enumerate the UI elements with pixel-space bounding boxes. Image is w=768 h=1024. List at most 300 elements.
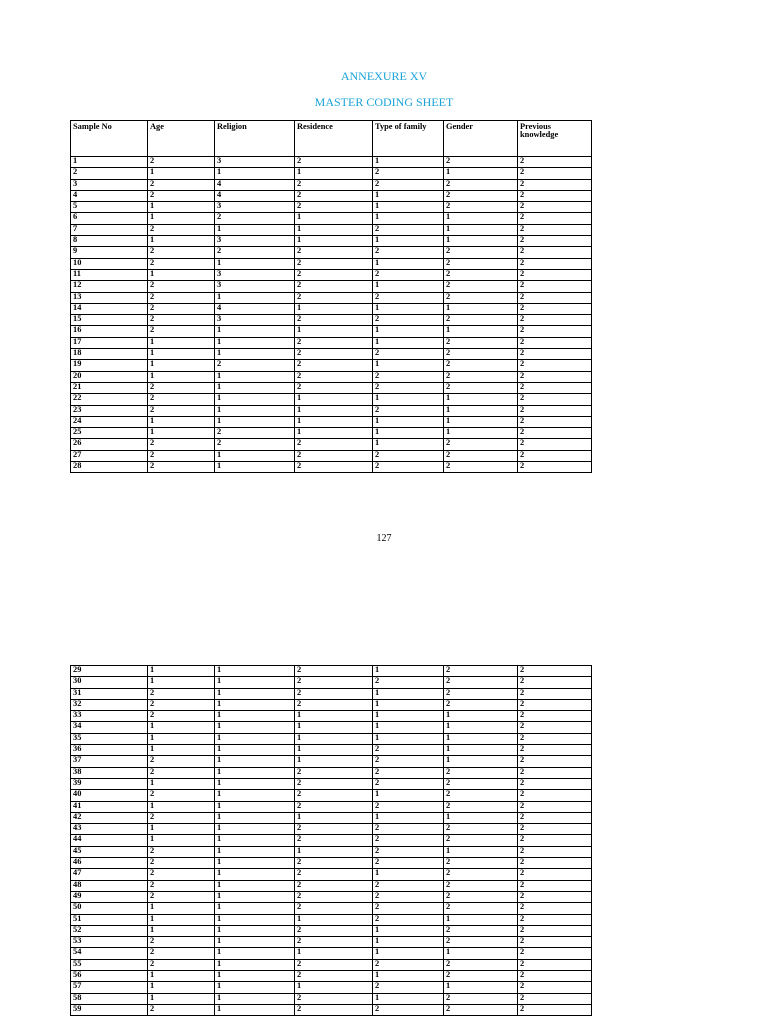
- cell-gender: 1: [444, 394, 518, 405]
- cell-religion: 1: [215, 778, 295, 789]
- cell-age: 2: [148, 179, 215, 190]
- cell-sample-no: 28: [71, 462, 148, 473]
- cell-sample-no: 52: [71, 925, 148, 936]
- cell-religion: 1: [215, 869, 295, 880]
- cell-residence: 2: [295, 258, 373, 269]
- cell-residence: 1: [295, 416, 373, 427]
- cell-residence: 2: [295, 157, 373, 168]
- cell-type-of-family: 1: [373, 971, 444, 982]
- table-row: [71, 236, 592, 247]
- cell-previous-knowledge: 2: [518, 382, 592, 393]
- table-row: [71, 756, 592, 767]
- cell-previous-knowledge: 2: [518, 880, 592, 891]
- table-row: [71, 1004, 592, 1015]
- table-row: [71, 157, 592, 168]
- cell-sample-no: 14: [71, 303, 148, 314]
- cell-age: 1: [148, 416, 215, 427]
- cell-previous-knowledge: 2: [518, 869, 592, 880]
- cell-sample-no: 51: [71, 914, 148, 925]
- cell-residence: 2: [295, 835, 373, 846]
- table-row: [71, 462, 592, 473]
- cell-gender: 2: [444, 677, 518, 688]
- cell-religion: 2: [215, 247, 295, 258]
- cell-previous-knowledge: 2: [518, 846, 592, 857]
- cell-sample-no: 55: [71, 959, 148, 970]
- table-row: [71, 382, 592, 393]
- cell-sample-no: 11: [71, 269, 148, 280]
- cell-residence: 2: [295, 937, 373, 948]
- cell-previous-knowledge: 2: [518, 925, 592, 936]
- cell-residence: 1: [295, 733, 373, 744]
- cell-previous-knowledge: 2: [518, 337, 592, 348]
- cell-previous-knowledge: 2: [518, 405, 592, 416]
- cell-type-of-family: 2: [373, 405, 444, 416]
- cell-type-of-family: 1: [373, 190, 444, 201]
- cell-residence: 2: [295, 292, 373, 303]
- cell-age: 2: [148, 869, 215, 880]
- table-row: [71, 711, 592, 722]
- cell-gender: 1: [444, 722, 518, 733]
- cell-religion: 1: [215, 948, 295, 959]
- cell-previous-knowledge: 2: [518, 462, 592, 473]
- cell-type-of-family: 1: [373, 812, 444, 823]
- table-body-part-1: [71, 157, 592, 473]
- cell-age: 1: [148, 677, 215, 688]
- cell-age: 2: [148, 767, 215, 778]
- cell-sample-no: 21: [71, 382, 148, 393]
- cell-residence: 2: [295, 858, 373, 869]
- cell-previous-knowledge: 2: [518, 937, 592, 948]
- cell-type-of-family: 2: [373, 269, 444, 280]
- cell-type-of-family: 1: [373, 711, 444, 722]
- cell-previous-knowledge: 2: [518, 450, 592, 461]
- header-type-of-family: Type of family: [373, 121, 444, 157]
- cell-type-of-family: 1: [373, 869, 444, 880]
- cell-residence: 1: [295, 405, 373, 416]
- table-row: [71, 394, 592, 405]
- cell-gender: 1: [444, 756, 518, 767]
- cell-type-of-family: 1: [373, 213, 444, 224]
- table-row: [71, 880, 592, 891]
- cell-religion: 1: [215, 292, 295, 303]
- cell-gender: 2: [444, 281, 518, 292]
- cell-gender: 2: [444, 190, 518, 201]
- cell-type-of-family: 2: [373, 959, 444, 970]
- cell-previous-knowledge: 2: [518, 666, 592, 677]
- cell-sample-no: 40: [71, 790, 148, 801]
- cell-sample-no: 47: [71, 869, 148, 880]
- cell-sample-no: 7: [71, 224, 148, 235]
- cell-gender: 2: [444, 778, 518, 789]
- cell-previous-knowledge: 2: [518, 914, 592, 925]
- cell-sample-no: 5: [71, 202, 148, 213]
- table-row: [71, 371, 592, 382]
- table-row: [71, 688, 592, 699]
- cell-sample-no: 48: [71, 880, 148, 891]
- cell-religion: 1: [215, 971, 295, 982]
- table-row: [71, 948, 592, 959]
- cell-religion: 1: [215, 405, 295, 416]
- cell-previous-knowledge: 2: [518, 959, 592, 970]
- cell-residence: 1: [295, 303, 373, 314]
- cell-age: 1: [148, 269, 215, 280]
- cell-age: 1: [148, 349, 215, 360]
- cell-religion: 1: [215, 450, 295, 461]
- cell-sample-no: 36: [71, 745, 148, 756]
- cell-gender: 2: [444, 157, 518, 168]
- table-row: [71, 315, 592, 326]
- cell-gender: 2: [444, 993, 518, 1004]
- cell-type-of-family: 1: [373, 993, 444, 1004]
- header-age: Age: [148, 121, 215, 157]
- cell-residence: 1: [295, 722, 373, 733]
- cell-previous-knowledge: 2: [518, 281, 592, 292]
- cell-type-of-family: 1: [373, 258, 444, 269]
- cell-previous-knowledge: 2: [518, 269, 592, 280]
- table-row: [71, 733, 592, 744]
- cell-residence: 2: [295, 666, 373, 677]
- cell-sample-no: 49: [71, 891, 148, 902]
- cell-type-of-family: 1: [373, 925, 444, 936]
- cell-type-of-family: 2: [373, 903, 444, 914]
- cell-age: 1: [148, 236, 215, 247]
- cell-type-of-family: 2: [373, 1004, 444, 1015]
- cell-previous-knowledge: 2: [518, 1004, 592, 1015]
- sheet-title: MASTER CODING SHEET: [314, 95, 454, 109]
- cell-age: 1: [148, 733, 215, 744]
- cell-residence: 2: [295, 462, 373, 473]
- cell-religion: 1: [215, 722, 295, 733]
- cell-previous-knowledge: 2: [518, 394, 592, 405]
- cell-age: 2: [148, 157, 215, 168]
- page-number: 127: [376, 533, 392, 544]
- cell-sample-no: 29: [71, 666, 148, 677]
- table-row: [71, 247, 592, 258]
- cell-religion: 1: [215, 258, 295, 269]
- cell-sample-no: 42: [71, 812, 148, 823]
- cell-previous-knowledge: 2: [518, 722, 592, 733]
- cell-religion: 1: [215, 168, 295, 179]
- cell-sample-no: 13: [71, 292, 148, 303]
- cell-sample-no: 37: [71, 756, 148, 767]
- cell-residence: 2: [295, 869, 373, 880]
- cell-type-of-family: 2: [373, 846, 444, 857]
- cell-previous-knowledge: 2: [518, 371, 592, 382]
- cell-religion: 1: [215, 416, 295, 427]
- cell-religion: 2: [215, 213, 295, 224]
- cell-gender: 2: [444, 1004, 518, 1015]
- cell-gender: 2: [444, 959, 518, 970]
- cell-sample-no: 38: [71, 767, 148, 778]
- table-row: [71, 914, 592, 925]
- table-row: [71, 812, 592, 823]
- table-row: [71, 925, 592, 936]
- cell-previous-knowledge: 2: [518, 349, 592, 360]
- cell-residence: 2: [295, 439, 373, 450]
- table-row: [71, 303, 592, 314]
- cell-gender: 2: [444, 315, 518, 326]
- table-row: [71, 168, 592, 179]
- cell-religion: 4: [215, 179, 295, 190]
- cell-age: 1: [148, 666, 215, 677]
- cell-type-of-family: 2: [373, 450, 444, 461]
- header-residence: Residence: [295, 121, 373, 157]
- cell-age: 2: [148, 812, 215, 823]
- cell-residence: 1: [295, 948, 373, 959]
- cell-age: 1: [148, 337, 215, 348]
- cell-age: 2: [148, 224, 215, 235]
- cell-gender: 1: [444, 846, 518, 857]
- table-row: [71, 269, 592, 280]
- cell-previous-knowledge: 2: [518, 416, 592, 427]
- cell-previous-knowledge: 2: [518, 948, 592, 959]
- cell-type-of-family: 2: [373, 371, 444, 382]
- cell-age: 2: [148, 937, 215, 948]
- cell-sample-no: 26: [71, 439, 148, 450]
- cell-sample-no: 31: [71, 688, 148, 699]
- cell-residence: 2: [295, 281, 373, 292]
- cell-gender: 1: [444, 213, 518, 224]
- cell-previous-knowledge: 2: [518, 767, 592, 778]
- cell-residence: 2: [295, 190, 373, 201]
- cell-age: 2: [148, 948, 215, 959]
- table-row: [71, 416, 592, 427]
- cell-gender: 2: [444, 903, 518, 914]
- header-gender: Gender: [444, 121, 518, 157]
- cell-type-of-family: 1: [373, 236, 444, 247]
- cell-type-of-family: 1: [373, 416, 444, 427]
- cell-religion: 1: [215, 937, 295, 948]
- cell-type-of-family: 2: [373, 349, 444, 360]
- cell-age: 1: [148, 971, 215, 982]
- cell-residence: 1: [295, 428, 373, 439]
- cell-type-of-family: 2: [373, 835, 444, 846]
- table-row: [71, 846, 592, 857]
- table-body-part-2: [71, 666, 592, 1016]
- table-header-row: [71, 121, 592, 157]
- table-row: [71, 450, 592, 461]
- cell-type-of-family: 1: [373, 394, 444, 405]
- cell-residence: 1: [295, 982, 373, 993]
- cell-previous-knowledge: 2: [518, 315, 592, 326]
- cell-sample-no: 9: [71, 247, 148, 258]
- table-row: [71, 666, 592, 677]
- cell-age: 2: [148, 891, 215, 902]
- cell-previous-knowledge: 2: [518, 303, 592, 314]
- cell-gender: 2: [444, 292, 518, 303]
- cell-sample-no: 17: [71, 337, 148, 348]
- cell-gender: 2: [444, 360, 518, 371]
- cell-religion: 3: [215, 281, 295, 292]
- cell-gender: 1: [444, 428, 518, 439]
- cell-residence: 1: [295, 914, 373, 925]
- cell-sample-no: 12: [71, 281, 148, 292]
- cell-residence: 1: [295, 213, 373, 224]
- cell-type-of-family: 2: [373, 982, 444, 993]
- cell-gender: 2: [444, 258, 518, 269]
- cell-type-of-family: 2: [373, 801, 444, 812]
- cell-residence: 1: [295, 846, 373, 857]
- cell-gender: 2: [444, 891, 518, 902]
- cell-sample-no: 54: [71, 948, 148, 959]
- cell-residence: 2: [295, 824, 373, 835]
- cell-age: 1: [148, 993, 215, 1004]
- table-row: [71, 360, 592, 371]
- cell-religion: 1: [215, 745, 295, 756]
- cell-sample-no: 50: [71, 903, 148, 914]
- cell-residence: 2: [295, 371, 373, 382]
- cell-gender: 2: [444, 666, 518, 677]
- cell-residence: 2: [295, 315, 373, 326]
- cell-sample-no: 10: [71, 258, 148, 269]
- table-row: [71, 337, 592, 348]
- cell-age: 2: [148, 858, 215, 869]
- cell-previous-knowledge: 2: [518, 247, 592, 258]
- cell-gender: 2: [444, 247, 518, 258]
- cell-sample-no: 25: [71, 428, 148, 439]
- cell-religion: 2: [215, 360, 295, 371]
- cell-religion: 1: [215, 824, 295, 835]
- cell-sample-no: 2: [71, 168, 148, 179]
- cell-residence: 2: [295, 1004, 373, 1015]
- cell-gender: 1: [444, 236, 518, 247]
- table-row: [71, 835, 592, 846]
- cell-residence: 1: [295, 168, 373, 179]
- cell-age: 2: [148, 281, 215, 292]
- cell-type-of-family: 1: [373, 360, 444, 371]
- cell-residence: 2: [295, 179, 373, 190]
- cell-religion: 2: [215, 428, 295, 439]
- cell-previous-knowledge: 2: [518, 835, 592, 846]
- cell-previous-knowledge: 2: [518, 812, 592, 823]
- cell-gender: 1: [444, 733, 518, 744]
- cell-residence: 2: [295, 778, 373, 789]
- cell-gender: 2: [444, 971, 518, 982]
- table-row: [71, 971, 592, 982]
- table-row: [71, 190, 592, 201]
- cell-residence: 2: [295, 959, 373, 970]
- cell-religion: 1: [215, 880, 295, 891]
- cell-residence: 1: [295, 224, 373, 235]
- cell-type-of-family: 2: [373, 824, 444, 835]
- cell-age: 1: [148, 801, 215, 812]
- cell-religion: 1: [215, 688, 295, 699]
- cell-type-of-family: 1: [373, 790, 444, 801]
- cell-age: 2: [148, 711, 215, 722]
- table-row: [71, 677, 592, 688]
- cell-sample-no: 46: [71, 858, 148, 869]
- annexure-title: ANNEXURE XV: [340, 69, 428, 83]
- cell-previous-knowledge: 2: [518, 982, 592, 993]
- cell-residence: 2: [295, 880, 373, 891]
- cell-age: 1: [148, 903, 215, 914]
- cell-previous-knowledge: 2: [518, 236, 592, 247]
- cell-type-of-family: 1: [373, 699, 444, 710]
- cell-religion: 1: [215, 903, 295, 914]
- cell-sample-no: 4: [71, 190, 148, 201]
- cell-previous-knowledge: 2: [518, 711, 592, 722]
- cell-religion: 1: [215, 699, 295, 710]
- cell-type-of-family: 2: [373, 891, 444, 902]
- cell-sample-no: 30: [71, 677, 148, 688]
- table-row: [71, 439, 592, 450]
- cell-religion: 1: [215, 767, 295, 778]
- cell-type-of-family: 2: [373, 292, 444, 303]
- cell-age: 2: [148, 326, 215, 337]
- coding-table-part-1: [70, 120, 592, 473]
- cell-sample-no: 41: [71, 801, 148, 812]
- cell-type-of-family: 2: [373, 677, 444, 688]
- cell-residence: 2: [295, 360, 373, 371]
- cell-gender: 1: [444, 745, 518, 756]
- cell-type-of-family: 2: [373, 858, 444, 869]
- cell-type-of-family: 2: [373, 778, 444, 789]
- cell-religion: 1: [215, 925, 295, 936]
- cell-previous-knowledge: 2: [518, 858, 592, 869]
- cell-religion: 1: [215, 326, 295, 337]
- cell-type-of-family: 1: [373, 666, 444, 677]
- cell-gender: 2: [444, 462, 518, 473]
- cell-previous-knowledge: 2: [518, 971, 592, 982]
- cell-religion: 4: [215, 303, 295, 314]
- cell-sample-no: 15: [71, 315, 148, 326]
- cell-gender: 1: [444, 303, 518, 314]
- cell-religion: 1: [215, 812, 295, 823]
- cell-sample-no: 6: [71, 213, 148, 224]
- cell-residence: 1: [295, 326, 373, 337]
- table-row: [71, 959, 592, 970]
- cell-gender: 2: [444, 337, 518, 348]
- cell-gender: 2: [444, 179, 518, 190]
- cell-previous-knowledge: 2: [518, 790, 592, 801]
- cell-residence: 2: [295, 903, 373, 914]
- cell-age: 1: [148, 428, 215, 439]
- cell-residence: 2: [295, 450, 373, 461]
- cell-type-of-family: 2: [373, 756, 444, 767]
- cell-age: 2: [148, 258, 215, 269]
- cell-sample-no: 33: [71, 711, 148, 722]
- cell-age: 2: [148, 846, 215, 857]
- cell-age: 2: [148, 247, 215, 258]
- cell-gender: 2: [444, 835, 518, 846]
- cell-age: 2: [148, 190, 215, 201]
- cell-gender: 2: [444, 450, 518, 461]
- cell-sample-no: 32: [71, 699, 148, 710]
- table-row: [71, 179, 592, 190]
- cell-residence: 2: [295, 801, 373, 812]
- cell-religion: 1: [215, 914, 295, 925]
- cell-sample-no: 56: [71, 971, 148, 982]
- cell-age: 1: [148, 925, 215, 936]
- cell-residence: 1: [295, 711, 373, 722]
- cell-age: 1: [148, 213, 215, 224]
- cell-gender: 2: [444, 790, 518, 801]
- table-row: [71, 858, 592, 869]
- cell-age: 1: [148, 914, 215, 925]
- cell-type-of-family: 1: [373, 733, 444, 744]
- cell-religion: 1: [215, 349, 295, 360]
- cell-age: 2: [148, 394, 215, 405]
- cell-residence: 2: [295, 993, 373, 1004]
- cell-gender: 1: [444, 326, 518, 337]
- cell-residence: 1: [295, 745, 373, 756]
- cell-residence: 2: [295, 925, 373, 936]
- cell-gender: 2: [444, 269, 518, 280]
- cell-residence: 2: [295, 677, 373, 688]
- cell-gender: 2: [444, 688, 518, 699]
- table-row: [71, 224, 592, 235]
- cell-previous-knowledge: 2: [518, 439, 592, 450]
